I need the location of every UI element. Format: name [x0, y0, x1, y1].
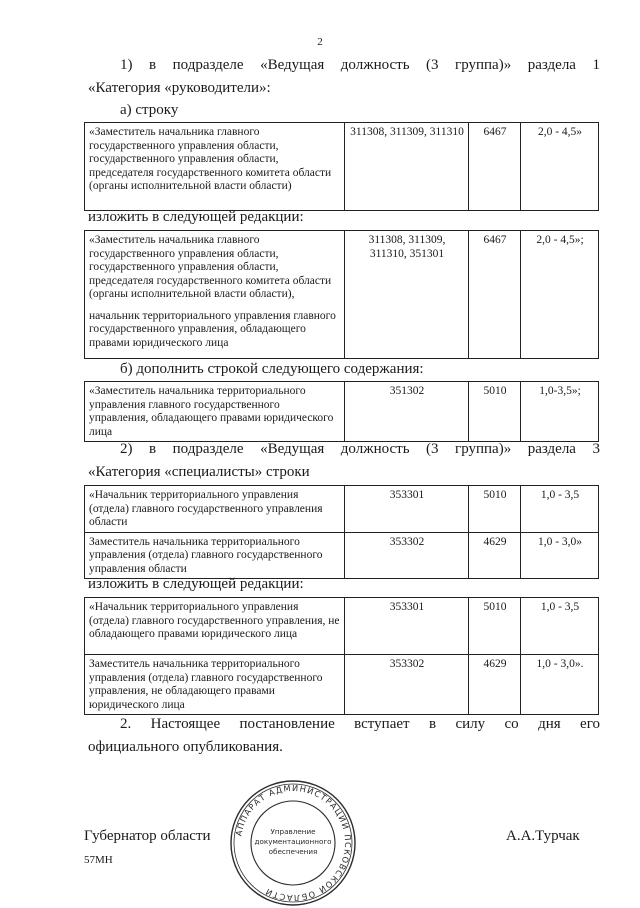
- codes-cell: 353302: [345, 532, 469, 579]
- point2-line2: официального опубликования.: [88, 739, 283, 755]
- word: со: [504, 716, 519, 732]
- word: его: [580, 716, 600, 732]
- coef-cell: 2,0 - 4,5»: [521, 123, 599, 211]
- codes-cell: 353301: [345, 598, 469, 655]
- item2-line1: [120, 438, 600, 460]
- document-ref: 57МН: [84, 854, 113, 866]
- coef-cell: 1,0 - 3,0»: [521, 532, 599, 579]
- coef-cell: 1,0 - 3,5: [521, 486, 599, 533]
- word: силу: [455, 716, 486, 732]
- seal-ring-text: АППАРАТ АДМИНИСТРАЦИИ ПСКОВСКОЙ ОБЛАСТИ: [233, 782, 354, 904]
- codes-cell: 353302: [345, 655, 469, 715]
- word: в: [149, 57, 157, 73]
- number-cell: 6467: [469, 231, 521, 359]
- table-2: [84, 230, 599, 359]
- position-cell: Заместитель начальника территориального управления (отдела) главного государственного управления области: [85, 532, 345, 579]
- position-cell: «Заместитель начальника главного государственного управления области, государственного управления области, председателя государственного комитета области (органы исполнительной власти области): [85, 123, 345, 211]
- word: подразделе: [172, 57, 244, 73]
- table-row: [85, 598, 599, 655]
- position-cell: Заместитель начальника территориального управления (отдела) главного государственного управления, не обладающего правами юридического лица: [85, 655, 345, 715]
- signatory-position: Губернатор области: [84, 828, 211, 844]
- number-cell: 4629: [469, 532, 521, 579]
- number-cell: 5010: [469, 382, 521, 442]
- coef-cell: 1,0-3,5»;: [521, 382, 599, 442]
- table-row: [85, 486, 599, 533]
- table-4: [84, 485, 599, 579]
- position-cell: «Заместитель начальника территориального управления главного государственного управления, обладающего правами юридического лица: [85, 382, 345, 442]
- spacer: [89, 302, 341, 310]
- table-3: [84, 381, 599, 442]
- number-cell: 5010: [469, 486, 521, 533]
- item1-line1: [120, 54, 600, 76]
- codes-cell: 311308, 311309, 311310: [345, 123, 469, 211]
- position-cell: «Начальник территориального управления (отдела) главного государственного управления, не обладающего правами юридического лица: [85, 598, 345, 655]
- word: раздела: [527, 57, 576, 73]
- label-new-1: изложить в следующей редакции:: [88, 209, 304, 225]
- word: 2): [120, 441, 133, 457]
- word: 1): [120, 57, 133, 73]
- word: 1: [592, 57, 600, 73]
- word: в: [428, 716, 437, 732]
- word: должность: [340, 441, 410, 457]
- word: 2.: [120, 716, 132, 732]
- seal-center-line-2: документационного: [254, 837, 332, 846]
- coef-cell: 1,0 - 3,0».: [521, 655, 599, 715]
- table-row: [85, 655, 599, 715]
- coef-cell: 1,0 - 3,5: [521, 598, 599, 655]
- table-5: [84, 597, 599, 715]
- word: группа)»: [455, 441, 512, 457]
- word: группа)»: [455, 57, 512, 73]
- word: Настоящее: [150, 716, 221, 732]
- table-row: [85, 231, 599, 359]
- codes-cell: 353301: [345, 486, 469, 533]
- word: подразделе: [172, 441, 244, 457]
- item2-line2: «Категория «специалисты» строки: [88, 464, 310, 480]
- word: вступает: [354, 716, 410, 732]
- codes-cell: 351302: [345, 382, 469, 442]
- table-1: [84, 122, 599, 211]
- position-text-a: «Заместитель начальника главного государственного управления области, государственного управления области, председателя государственного комитета области (органы исполнительной власти области),: [89, 234, 332, 300]
- table-row: [85, 382, 599, 442]
- word: в: [149, 441, 157, 457]
- coef-cell: 2,0 - 4,5»;: [521, 231, 599, 359]
- signatory-name: А.А.Турчак: [506, 828, 580, 844]
- sub-b-label: б) дополнить строкой следующего содержания:: [120, 361, 424, 377]
- label-new-2: изложить в следующей редакции:: [88, 576, 304, 592]
- word: дня: [538, 716, 561, 732]
- table-row: [85, 532, 599, 579]
- word: «Ведущая: [260, 57, 325, 73]
- codes-cell: 311308, 311309, 311310, 351301: [345, 231, 469, 359]
- word: «Ведущая: [260, 441, 325, 457]
- word: постановление: [239, 716, 335, 732]
- seal-center-line-3: обеспечения: [268, 847, 318, 856]
- word: (3: [426, 57, 439, 73]
- word: раздела: [527, 441, 576, 457]
- word: должность: [340, 57, 410, 73]
- table-row: [85, 123, 599, 211]
- position-text-b: начальник территориального управления главного государственного управления, обладающего правами юридического лица: [89, 309, 336, 349]
- word: (3: [426, 441, 439, 457]
- position-cell: «Начальник территориального управления (отдела) главного государственного управления области: [85, 486, 345, 533]
- number-cell: 4629: [469, 655, 521, 715]
- number-cell: 6467: [469, 123, 521, 211]
- item1-line2: «Категория «руководители»:: [88, 80, 271, 96]
- seal-center-line-1: Управление: [270, 827, 316, 836]
- position-cell: [85, 231, 345, 359]
- point2-line1: [120, 713, 600, 735]
- word: 3: [592, 441, 600, 457]
- page-number: 2: [317, 36, 323, 48]
- sub-a-label: а) строку: [120, 102, 179, 118]
- official-seal: [228, 778, 358, 908]
- number-cell: 5010: [469, 598, 521, 655]
